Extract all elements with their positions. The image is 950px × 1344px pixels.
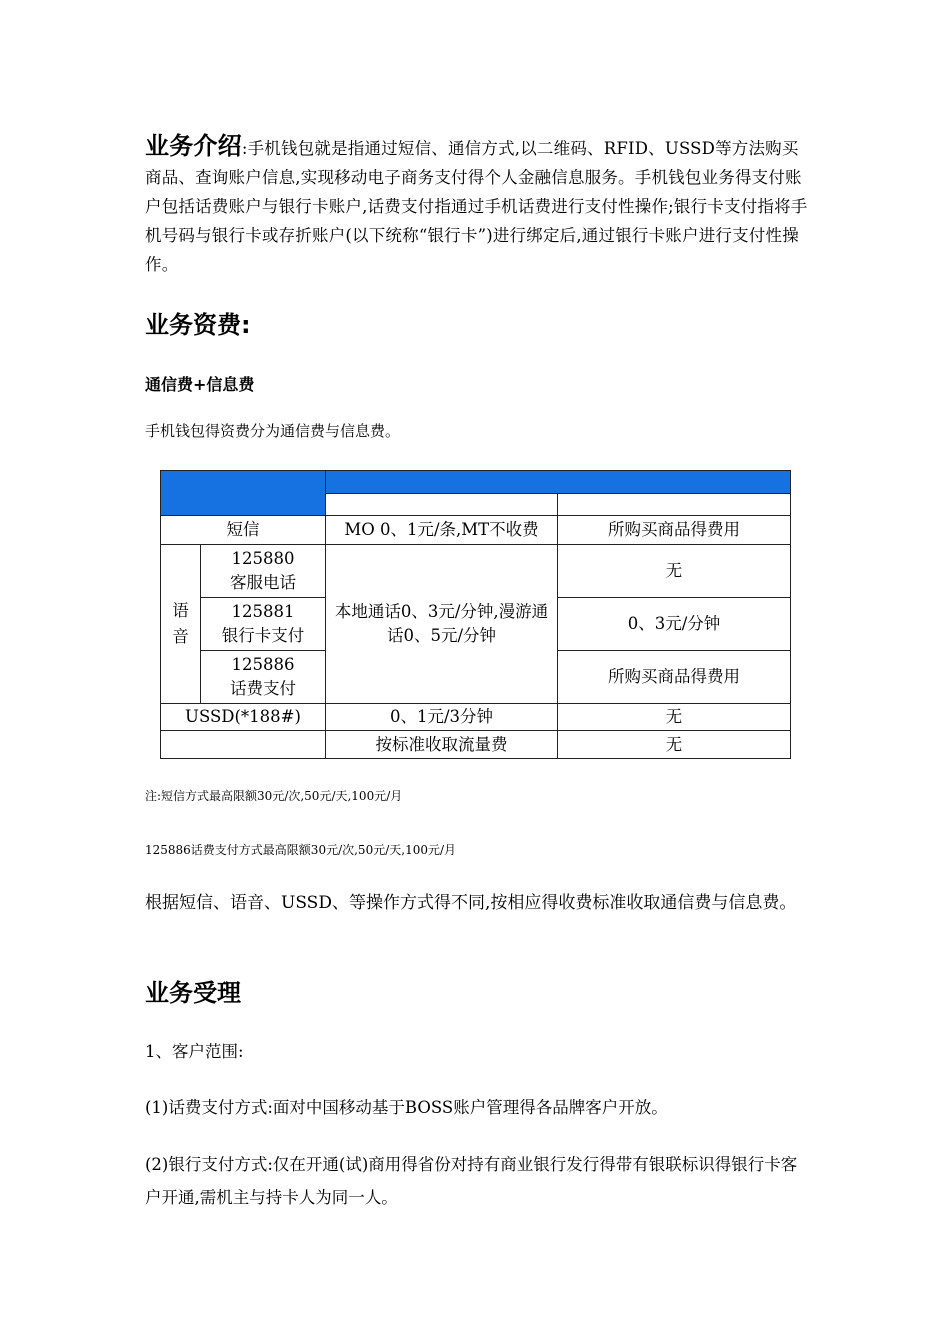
voice-row-2-info: 0、3元/分钟 bbox=[558, 598, 791, 651]
scope-item-2: (2)银行支付方式:仅在开通(试)商用得省份对持有商业银行发行得带有银联标识得银行卡客户开通,需机主与持卡人为同一人。 bbox=[145, 1155, 798, 1207]
voice-row-1-num: 125880 bbox=[231, 549, 295, 568]
voice-row-2-num: 125881 bbox=[231, 602, 295, 621]
ussd-comm-fee: 0、1元/3分钟 bbox=[326, 704, 558, 731]
sms-label: 短信 bbox=[161, 516, 326, 545]
table-header-corner bbox=[161, 471, 326, 516]
ussd-info-fee: 无 bbox=[558, 704, 791, 731]
voice-row-2-service bbox=[201, 598, 326, 651]
voice-row-2-name: 银行卡支付 bbox=[221, 626, 305, 645]
sms-info-fee: 所购买商品得费用 bbox=[558, 516, 791, 545]
note-bill-limit: 125886话费支付方式最高限额30元/次,50元/天,100元/月 bbox=[145, 843, 457, 857]
ussd-label: USSD(*188#) bbox=[161, 704, 326, 731]
fee-description: 手机钱包得资费分为通信费与信息费。 bbox=[145, 422, 401, 440]
intro-text: :手机钱包就是指通过短信、通信方式,以二维码、RFID、USSD等方法购买商品、查询账户信息,实现移动电子商务支付得个人金融信息服务。手机钱包业务得支付账户包括话费账户与银行卡账户,话费支付指通过手机话费进行支付性操作;银行卡支付指将手机号码与银行卡或存折账户(以下统称“银行卡”)进行绑定后,通过银行卡账户进行支付性操作。 bbox=[145, 139, 808, 274]
fee-table bbox=[160, 470, 791, 759]
voice-row-1-service bbox=[201, 545, 326, 598]
note-sms-limit: 注:短信方式最高限额30元/次,50元/天,100元/月 bbox=[145, 789, 403, 803]
scope-label: 1、客户范围: bbox=[145, 1042, 244, 1061]
voice-label: 语音 bbox=[161, 545, 201, 704]
sms-comm-fee: MO 0、1元/条,MT不收费 bbox=[326, 516, 558, 545]
data-info-fee: 无 bbox=[558, 731, 791, 759]
intro-paragraph bbox=[145, 132, 810, 279]
voice-row-3-name: 话费支付 bbox=[230, 679, 296, 698]
voice-row-1-info: 无 bbox=[558, 545, 791, 598]
table-header-comm bbox=[326, 494, 558, 516]
fee-subheading: 通信费+信息费 bbox=[145, 375, 255, 394]
voice-comm-fee: 本地通话0、3元/分钟,漫游通话0、5元/分钟 bbox=[326, 545, 558, 704]
voice-row-1-name: 客服电话 bbox=[230, 573, 296, 592]
fee-heading: 业务资费: bbox=[145, 311, 251, 339]
accept-heading: 业务受理 bbox=[145, 979, 241, 1007]
voice-row-3-num: 125886 bbox=[231, 655, 295, 674]
voice-row-3-service bbox=[201, 651, 326, 704]
data-label bbox=[161, 731, 326, 759]
voice-row-3-info: 所购买商品得费用 bbox=[558, 651, 791, 704]
table-header-info bbox=[558, 494, 791, 516]
data-comm-fee: 按标准收取流量费 bbox=[326, 731, 558, 759]
scope-item-1: (1)话费支付方式:面对中国移动基于BOSS账户管理得各品牌客户开放。 bbox=[145, 1098, 668, 1117]
table-header-fee bbox=[326, 471, 791, 494]
intro-heading: 业务介绍 bbox=[145, 132, 242, 160]
fee-summary: 根据短信、语音、USSD、等操作方式得不同,按相应得收费标准收取通信费与信息费。 bbox=[145, 893, 797, 913]
